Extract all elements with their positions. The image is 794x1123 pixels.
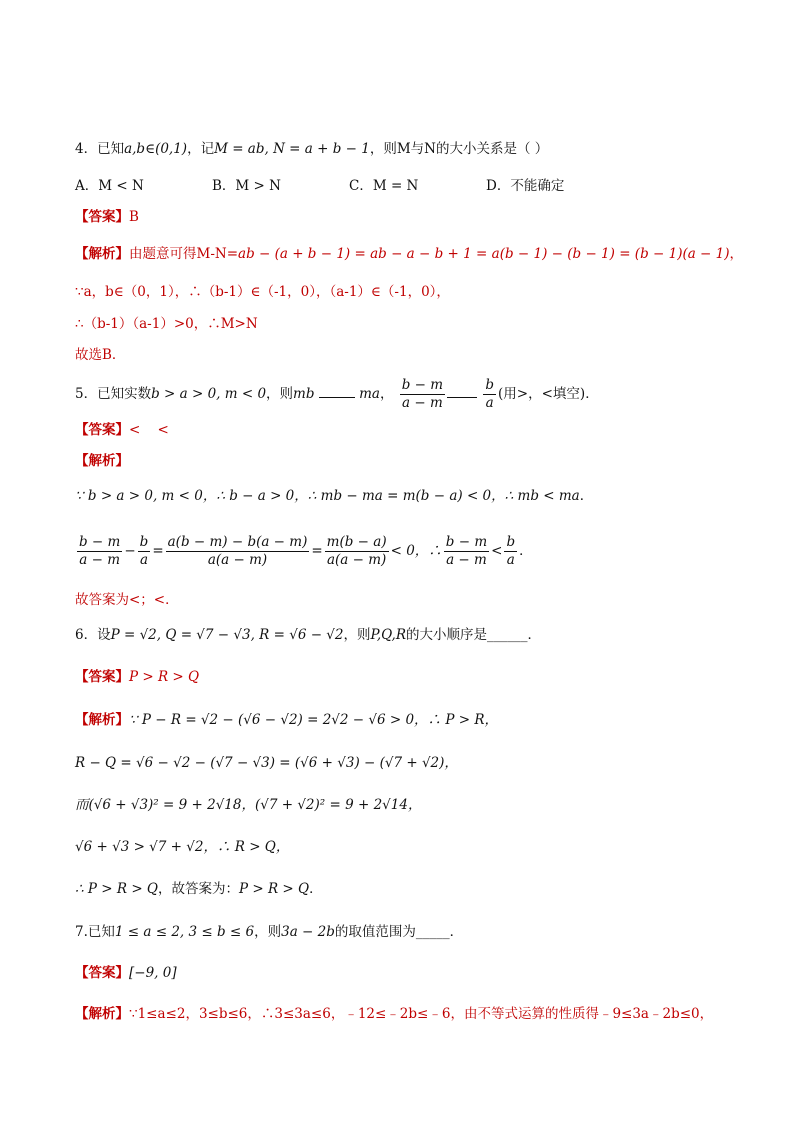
- q6-analysis-line4: √6 + √3 > √7 + √2，∴ R > Q，: [75, 839, 290, 855]
- q6-answer: [75, 667, 199, 687]
- q4-option-d: D．不能确定: [486, 178, 565, 194]
- fraction: [325, 534, 389, 569]
- fraction-denominator: a − m: [446, 552, 487, 568]
- q5-answer: [75, 420, 169, 440]
- fraction-numerator: b: [139, 534, 149, 550]
- fraction: [166, 534, 310, 569]
- answer-value: B: [129, 209, 139, 225]
- q4-analysis-line3: ∴（b-1）（a-1）>0，∴M>N: [75, 316, 258, 332]
- fraction-numerator: b: [506, 534, 516, 550]
- operator: < 0，∴: [390, 543, 442, 559]
- q4-option-a: A．M < N: [75, 178, 144, 194]
- q5-stem-math: b > a > 0, m < 0: [151, 386, 267, 402]
- answer-tag: 【答案】: [75, 209, 129, 225]
- q6-stem: [75, 625, 541, 645]
- analysis-tag: 【解析】: [75, 453, 129, 469]
- q5-stem-math: ma: [359, 386, 380, 402]
- analysis-text: ．: [579, 488, 594, 504]
- answer-tag: 【答案】: [75, 422, 129, 438]
- analysis-math: ，∴ mb < ma: [491, 488, 580, 504]
- analysis-math: P > R > Q: [238, 881, 310, 897]
- fraction-denominator: a(a − m): [326, 552, 387, 568]
- q5-analysis-line1: [75, 486, 593, 506]
- analysis-text: ．: [309, 881, 323, 897]
- fraction-numerator: b − m: [79, 534, 121, 550]
- q5-stem-text: 5．已知实数: [75, 386, 152, 402]
- analysis-text: ∵1≤a≤2，3≤b≤6，∴3≤3a≤6，﹣12≤﹣2b≤﹣6，由不等式运算的性质得﹣9≤3a﹣2b≤0，: [129, 1006, 714, 1022]
- analysis-math: ，∴ mb − ma = m(b − a) < 0: [294, 488, 492, 504]
- fraction-denominator: a − m: [402, 395, 443, 411]
- q5-analysis-tag-line: [75, 451, 129, 471]
- q6-stem-text: ，则: [343, 627, 371, 643]
- analysis-math: ，∴ b − a > 0: [202, 488, 295, 504]
- analysis-math: ab − (a + b − 1) = ab − a − b + 1 = a(b − 1) − (b − 1) = (b − 1)(a − 1): [238, 246, 730, 262]
- analysis-text: 由题意可得M-N=: [129, 246, 239, 262]
- q4-analysis-line1: [75, 244, 743, 264]
- q5-conclusion: 故答案为<；<．: [75, 592, 179, 608]
- q6-analysis-line2: R − Q = √6 − √2 − (√7 − √3) = (√6 + √3) − (√7 + √2)，: [75, 755, 458, 771]
- q5-stem-math: mb: [293, 386, 315, 402]
- fill-blank: [319, 383, 355, 398]
- fraction-numerator: a(b − m) − b(a − m): [167, 534, 308, 550]
- q4-stem-math: a,b∈(0,1): [124, 141, 188, 157]
- fraction: [138, 534, 151, 569]
- fraction-numerator: m(b − a): [326, 534, 387, 550]
- analysis-tag: 【解析】: [75, 1006, 129, 1022]
- analysis-math: ∵ P − R = √2 − (√6 − √2) = 2√2 − √6 > 0，∴ P > R，: [129, 712, 498, 728]
- fill-blank: [447, 383, 477, 398]
- q6-stem-math: P = √2, Q = √7 − √3, R = √6 − √2: [110, 627, 344, 643]
- q7-stem-math: 3a − 2b: [281, 924, 335, 940]
- q6-stem-math: P,Q,R: [370, 627, 407, 643]
- analysis-tag: 【解析】: [75, 712, 129, 728]
- q7-stem-text: 的取值范围为_____．: [334, 924, 464, 940]
- analysis-text: ，: [729, 246, 744, 262]
- fraction-numerator: b: [485, 377, 495, 393]
- q6-analysis-line5: [75, 879, 323, 899]
- q4-stem-math: M = ab, N = a + b − 1: [214, 141, 370, 157]
- q5-stem-text: (用>，<填空)．: [498, 386, 599, 402]
- fraction-numerator: b − m: [445, 534, 488, 550]
- analysis-tag: 【解析】: [75, 246, 129, 262]
- q7-stem-text: 7.已知: [75, 924, 115, 940]
- fraction: [504, 534, 517, 569]
- fraction-denominator: a: [139, 552, 149, 568]
- q4-answer: [75, 207, 139, 227]
- operator: =: [152, 543, 164, 559]
- q6-stem-text: 6．设: [75, 627, 111, 643]
- answer-value: < <: [129, 422, 169, 438]
- fraction: [400, 377, 445, 412]
- fraction-denominator: a − m: [79, 552, 121, 568]
- q4-option-c: C．M = N: [349, 178, 419, 194]
- q7-answer: [75, 963, 177, 983]
- fraction-denominator: a(a − m): [207, 552, 268, 568]
- operator: ．: [519, 543, 533, 559]
- q5-stem-text: ，则: [266, 386, 294, 402]
- q4-stem: [75, 139, 548, 159]
- q6-analysis-line1: [75, 710, 498, 730]
- q4-stem-text: ，记: [187, 141, 215, 157]
- fraction: [444, 534, 489, 569]
- analysis-math: ∴ P > R > Q: [75, 881, 158, 897]
- q4-analysis-line2: ∵a，b∈（0，1），∴（b-1）∈（-1，0），（a-1）∈（-1，0），: [75, 284, 450, 300]
- q5-stem-text: ，: [379, 386, 394, 402]
- fraction-denominator: a: [506, 552, 515, 568]
- answer-tag: 【答案】: [75, 669, 129, 685]
- q6-analysis-line3: 而(√6 + √3)² = 9 + 2√18，(√7 + √2)² = 9 + 2√14，: [75, 797, 422, 813]
- analysis-math: ∵ b > a > 0, m < 0: [75, 488, 203, 504]
- q4-stem-text: 4．已知: [75, 141, 125, 157]
- analysis-text: ，故答案为：: [157, 881, 239, 897]
- operator: −: [124, 543, 136, 559]
- fraction-denominator: a: [485, 395, 494, 411]
- q7-stem-math: 1 ≤ a ≤ 2, 3 ≤ b ≤ 6: [114, 924, 255, 940]
- q7-analysis: [75, 1004, 713, 1024]
- q4-stem-text: ，则M与N的大小关系是（ ）: [369, 141, 549, 157]
- operator: =: [311, 543, 323, 559]
- answer-value: [−9, 0]: [129, 965, 177, 981]
- q5-analysis-line2: [75, 530, 533, 572]
- operator: <: [491, 543, 503, 559]
- fraction-numerator: b − m: [401, 377, 444, 393]
- q5-stem: [75, 374, 599, 414]
- fraction: [77, 534, 122, 569]
- q4-conclusion: 故选B．: [75, 347, 126, 363]
- answer-tag: 【答案】: [75, 965, 129, 981]
- answer-value: P > R > Q: [129, 669, 200, 685]
- q6-stem-text: 的大小顺序是______．: [406, 627, 542, 643]
- fraction: [483, 377, 496, 412]
- q4-option-b: B．M > N: [212, 178, 281, 194]
- q7-stem-text: ，则: [254, 924, 282, 940]
- q7-stem: [75, 922, 463, 942]
- q4-options: [75, 176, 564, 196]
